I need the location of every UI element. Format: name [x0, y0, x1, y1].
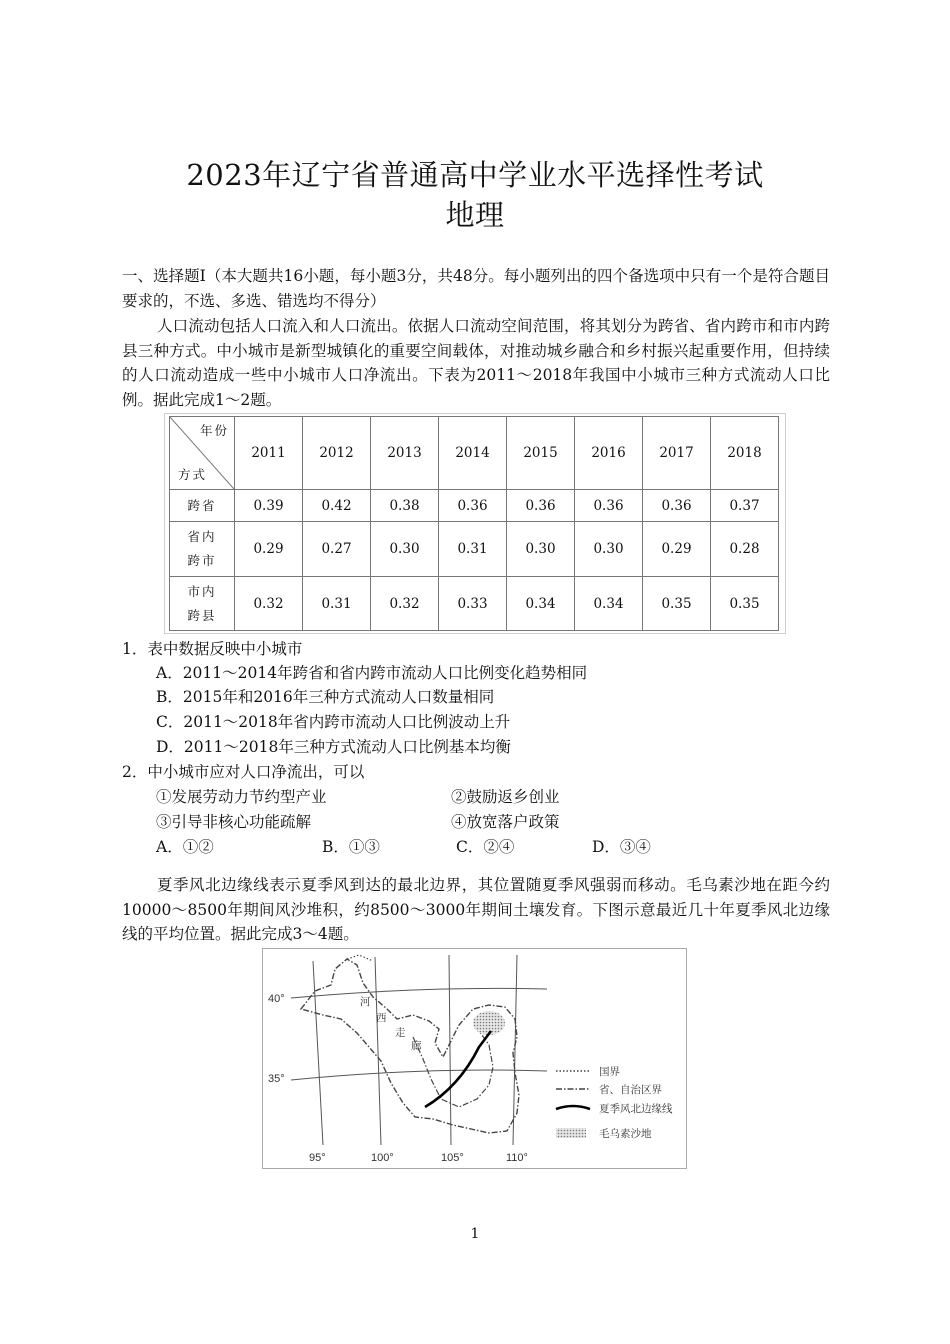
question-1-option-d[interactable]: D．2011～2018年三种方式流动人口比例基本均衡 — [156, 738, 511, 756]
year-header: 2018 — [711, 417, 779, 490]
latitude-label: 35° — [268, 1073, 285, 1085]
longitude-label: 110° — [506, 1152, 528, 1164]
year-header: 2013 — [371, 417, 439, 490]
monsoon-map — [262, 948, 687, 1169]
corner-label-mode: 方式 — [178, 467, 208, 482]
exam-title: 2023年辽宁省普通高中学业水平选择性考试 — [186, 158, 764, 192]
table-cell: 0.30 — [371, 522, 439, 577]
question-2-item-3: ③引导非核心功能疏解 — [156, 813, 312, 831]
row-label-line: 跨市 — [187, 553, 217, 568]
corridor-label: 廊 — [411, 1040, 422, 1052]
question-1-stem: 1．表中数据反映中小城市 — [122, 640, 303, 658]
row-label — [170, 522, 235, 577]
table-cell: 0.32 — [235, 577, 303, 631]
table-cell: 0.30 — [507, 522, 575, 577]
row-label — [170, 577, 235, 631]
table-cell: 0.42 — [303, 490, 371, 522]
legend-label: 夏季风北边缘线 — [599, 1103, 673, 1115]
question-1-option-c[interactable]: C．2011～2018年省内跨市流动人口比例波动上升 — [156, 713, 511, 731]
table-header-row — [170, 417, 779, 490]
map-canvas — [263, 949, 686, 1168]
legend-label: 国界 — [599, 1066, 620, 1078]
table-cell: 0.30 — [575, 522, 643, 577]
table-cell: 0.36 — [575, 490, 643, 522]
table-cell: 0.33 — [439, 577, 507, 631]
latitude-35-line — [291, 1070, 547, 1080]
table-row — [170, 522, 779, 577]
province-boundary — [301, 959, 519, 1133]
table-cell: 0.37 — [711, 490, 779, 522]
table-cell: 0.31 — [439, 522, 507, 577]
table-cell: 0.34 — [575, 577, 643, 631]
question-2-item-2: ②鼓励返乡创业 — [451, 788, 560, 806]
population-table — [169, 416, 779, 631]
page-number: 1 — [470, 1226, 480, 1242]
question-2-option-a[interactable]: A．①② — [156, 838, 214, 856]
question-1-option-b[interactable]: B．2015年和2016年三种方式流动人口数量相同 — [156, 688, 495, 706]
longitude-95-line — [313, 961, 323, 1145]
year-header: 2016 — [575, 417, 643, 490]
legend-label: 省、自治区界 — [599, 1084, 662, 1096]
legend-label: 毛乌素沙地 — [599, 1128, 652, 1140]
corner-label-year: 年份 — [199, 423, 229, 438]
question-2-option-d[interactable]: D．③④ — [592, 838, 651, 856]
longitude-100-line — [375, 957, 381, 1145]
table-cell: 0.34 — [507, 577, 575, 631]
table-row — [170, 577, 779, 631]
question-2-stem: 2．中小城市应对人口净流出，可以 — [122, 763, 365, 781]
latitude-40-line — [291, 988, 547, 998]
table-cell: 0.38 — [371, 490, 439, 522]
corridor-label: 河 — [360, 996, 371, 1008]
passage-2: 夏季风北边缘线表示夏季风到达的最北边界，其位置随夏季风强弱而移动。毛乌素沙地在距今约10000～8500年期间风沙堆积，约8500～3000年期间土壤发育。下图示意最近几十年夏季风北边缘线的平均位置。据此完成3～4题。 — [122, 876, 830, 943]
latitude-label: 40° — [268, 993, 285, 1005]
table-cell: 0.36 — [643, 490, 711, 522]
row-label-line: 跨省 — [187, 497, 217, 513]
mu-us-sandy-land — [473, 1011, 505, 1035]
table-cell: 0.29 — [643, 522, 711, 577]
national-border — [347, 955, 373, 961]
legend-monsoon-line-swatch — [556, 1106, 590, 1109]
table-cell: 0.32 — [371, 577, 439, 631]
table-cell: 0.29 — [235, 522, 303, 577]
year-header: 2014 — [439, 417, 507, 490]
longitude-label: 105° — [441, 1152, 464, 1164]
question-1-option-a[interactable]: A．2011～2014年跨省和省内跨市流动人口比例变化趋势相同 — [156, 664, 588, 682]
row-label-line: 省内 — [187, 529, 217, 544]
table-row — [170, 490, 779, 522]
longitude-label: 95° — [309, 1152, 326, 1164]
table-cell: 0.35 — [643, 577, 711, 631]
table-cell: 0.31 — [303, 577, 371, 631]
longitude-105-line — [449, 955, 451, 1145]
corridor-label: 西 — [376, 1012, 387, 1024]
row-label — [170, 490, 235, 522]
question-2-item-1: ①发展劳动力节约型产业 — [156, 788, 327, 806]
year-header: 2017 — [643, 417, 711, 490]
table-cell: 0.36 — [507, 490, 575, 522]
corridor-label: 走 — [395, 1027, 406, 1039]
longitude-label: 100° — [371, 1152, 394, 1164]
passage-1: 人口流动包括人口流入和人口流出。依据人口流动空间范围，将其划分为跨省、省内跨市和市内跨县三种方式。中小城市是新型城镇化的重要空间载体，对推动城乡融合和乡村振兴起重要作用，但持续的人口流动造成一些中小城市人口净流出。下表为2011～2018年我国中小城市三种方式流动人口比例。据此完成1～2题。 — [122, 317, 830, 409]
table-cell: 0.35 — [711, 577, 779, 631]
table-cell: 0.28 — [711, 522, 779, 577]
table-cell: 0.36 — [439, 490, 507, 522]
table-corner-cell — [170, 417, 235, 490]
question-2-item-4: ④放宽落户政策 — [451, 813, 560, 831]
year-header: 2011 — [235, 417, 303, 490]
exam-subject: 地理 — [445, 198, 505, 232]
section-heading: 一、选择题Ⅰ（本大题共16小题，每小题3分，共48分。每小题列出的四个备选项中只有一个是符合题目要求的，不选、多选、错选均不得分） — [122, 267, 830, 310]
year-header: 2015 — [507, 417, 575, 490]
table-cell: 0.27 — [303, 522, 371, 577]
table-cell: 0.39 — [235, 490, 303, 522]
legend-sandy-land-swatch — [556, 1128, 586, 1138]
question-2-option-c[interactable]: C．②④ — [456, 838, 515, 856]
year-header: 2012 — [303, 417, 371, 490]
row-label-line: 跨县 — [187, 607, 217, 623]
row-label-line: 市内 — [187, 583, 217, 599]
question-2-option-b[interactable]: B．①③ — [322, 838, 380, 856]
